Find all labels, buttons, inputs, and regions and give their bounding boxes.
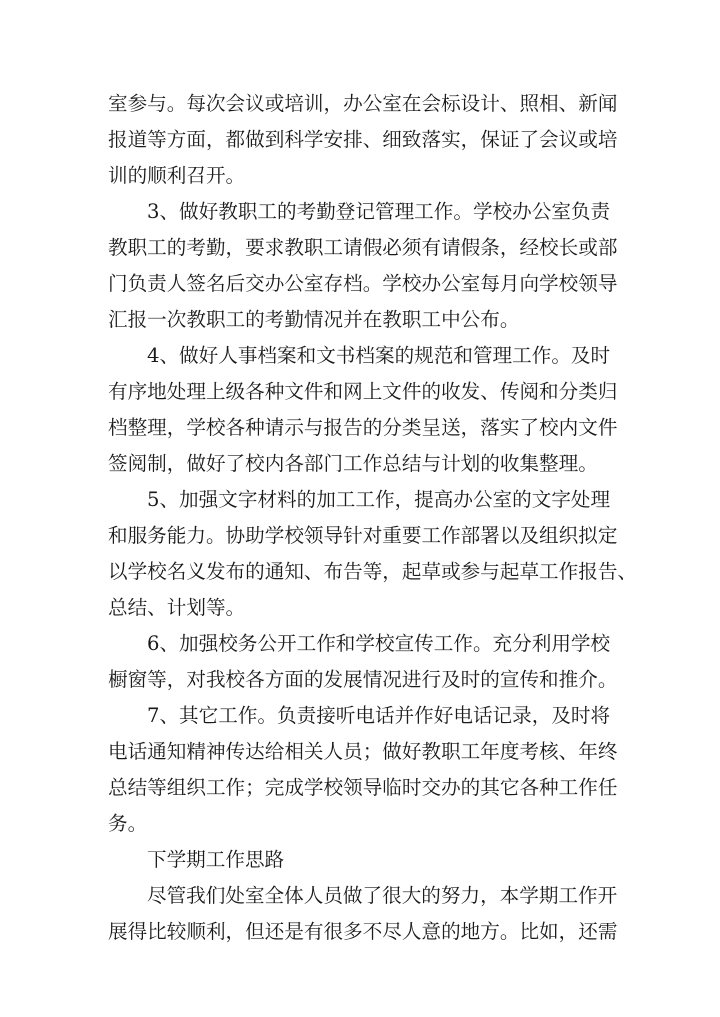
text-line: 有序地处理上级各种文件和网上文件的收发、传阅和分类归 bbox=[108, 380, 618, 403]
text-line: 训的顺利召开。 bbox=[108, 164, 246, 187]
text-line: 尽管我们处室全体人员做了很大的努力，本学期工作开 bbox=[147, 884, 618, 907]
text-line: 档整理，学校各种请示与报告的分类呈送，落实了校内文件 bbox=[108, 416, 618, 439]
text-line: 6、加强校务公开工作和学校宣传工作。充分利用学校 bbox=[147, 632, 611, 655]
text-line: 5、加强文字材料的加工工作，提高办公室的文字处理 bbox=[147, 488, 611, 511]
text-line: 务。 bbox=[108, 812, 148, 835]
text-line: 以学校名义发布的通知、布告等，起草或参与起草工作报告、 bbox=[108, 560, 638, 583]
text-line: 电话通知精神传达给相关人员；做好教职工年度考核、年终 bbox=[108, 740, 618, 763]
text-line: 教职工的考勤，要求教职工请假必须有请假条，经校长或部 bbox=[108, 236, 618, 259]
text-line: 展得比较顺利，但还是有很多不尽人意的地方。比如，还需 bbox=[108, 920, 618, 943]
text-line: 总结、计划等。 bbox=[108, 596, 246, 619]
text-line: 7、其它工作。负责接听电话并作好电话记录，及时将 bbox=[147, 704, 611, 727]
text-line: 橱窗等，对我校各方面的发展情况进行及时的宣传和推介。 bbox=[108, 668, 618, 691]
text-line: 室参与。每次会议或培训，办公室在会标设计、照相、新闻 bbox=[108, 92, 618, 115]
text-line: 4、做好人事档案和文书档案的规范和管理工作。及时 bbox=[147, 344, 611, 367]
section-heading: 下学期工作思路 bbox=[147, 848, 285, 871]
text-line: 汇报一次教职工的考勤情况并在教职工中公布。 bbox=[108, 308, 520, 331]
text-line: 门负责人签名后交办公室存档。学校办公室每月向学校领导 bbox=[108, 272, 618, 295]
text-line: 总结等组织工作；完成学校领导临时交办的其它各种工作任 bbox=[108, 776, 618, 799]
text-line: 和服务能力。协助学校领导针对重要工作部署以及组织拟定 bbox=[108, 524, 618, 547]
text-line: 报道等方面，都做到科学安排、细致落实，保证了会议或培 bbox=[108, 128, 618, 151]
text-line: 签阅制，做好了校内各部门工作总结与计划的收集整理。 bbox=[108, 452, 598, 475]
text-line: 3、做好教职工的考勤登记管理工作。学校办公室负责 bbox=[147, 200, 611, 223]
